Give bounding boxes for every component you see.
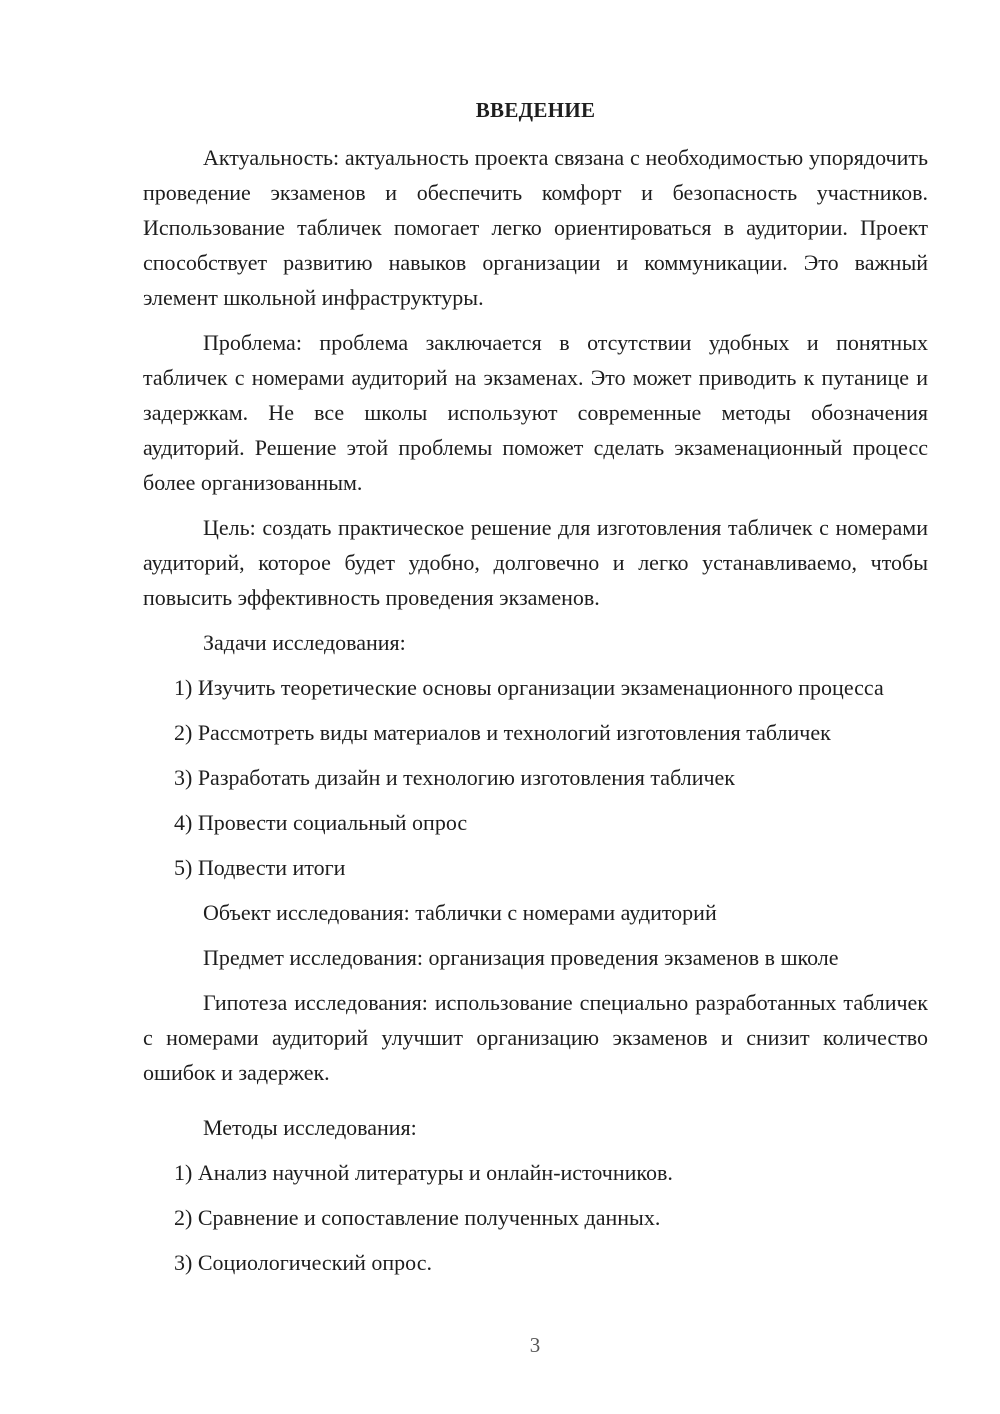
task-item-4: 4) Провести социальный опрос xyxy=(174,810,468,835)
section-title: ВВЕДЕНИЕ xyxy=(475,98,596,122)
task-item-3: 3) Разработать дизайн и технологию изготовления табличек xyxy=(174,765,735,790)
methods-label: Методы исследования: xyxy=(203,1115,417,1140)
task-item-1: 1) Изучить теоретические основы организации экзаменационного процесса xyxy=(174,675,884,700)
method-item-3: 3) Социологический опрос. xyxy=(174,1250,432,1275)
method-item-2: 2) Сравнение и сопоставление полученных данных. xyxy=(174,1205,661,1230)
problem-paragraph: Проблема: проблема заключается в отсутствии удобных и понятных табличек с номерами аудиторий на экзаменах. Это может приводить к путанице и задержкам. Не все школы используют современные методы обозначения аудиторий. Решение этой проблемы поможет сделать экзаменационный процесс более организованным. xyxy=(143,330,928,495)
subject-paragraph: Предмет исследования: организация проведения экзаменов в школе xyxy=(203,945,839,970)
relevance-paragraph: Актуальность: актуальность проекта связана с необходимостью упорядочить проведение экзаменов и обеспечить комфорт и безопасность участников. Использование табличек помогает легко ориентироваться в аудитории. Проект способствует развитию навыков организации и коммуникации. Это важный элемент школьной инфраструктуры. xyxy=(143,145,928,310)
object-paragraph: Объект исследования: таблички с номерами аудиторий xyxy=(203,900,717,925)
tasks-label: Задачи исследования: xyxy=(203,630,406,655)
hypothesis-paragraph: Гипотеза исследования: использование специально разработанных табличек с номерами аудиторий улучшит организацию экзаменов и снизит количество ошибок и задержек. xyxy=(143,990,928,1085)
page-number: 3 xyxy=(529,1333,541,1357)
task-item-5: 5) Подвести итоги xyxy=(174,855,346,880)
document-page xyxy=(143,96,928,1290)
task-item-2: 2) Рассмотреть виды материалов и технологий изготовления табличек xyxy=(174,720,831,745)
method-item-1: 1) Анализ научной литературы и онлайн-источников. xyxy=(174,1160,673,1185)
goal-paragraph: Цель: создать практическое решение для изготовления табличек с номерами аудиторий, которое будет удобно, долговечно и легко устанавливаемо, чтобы повысить эффективность проведения экзаменов. xyxy=(143,515,928,610)
